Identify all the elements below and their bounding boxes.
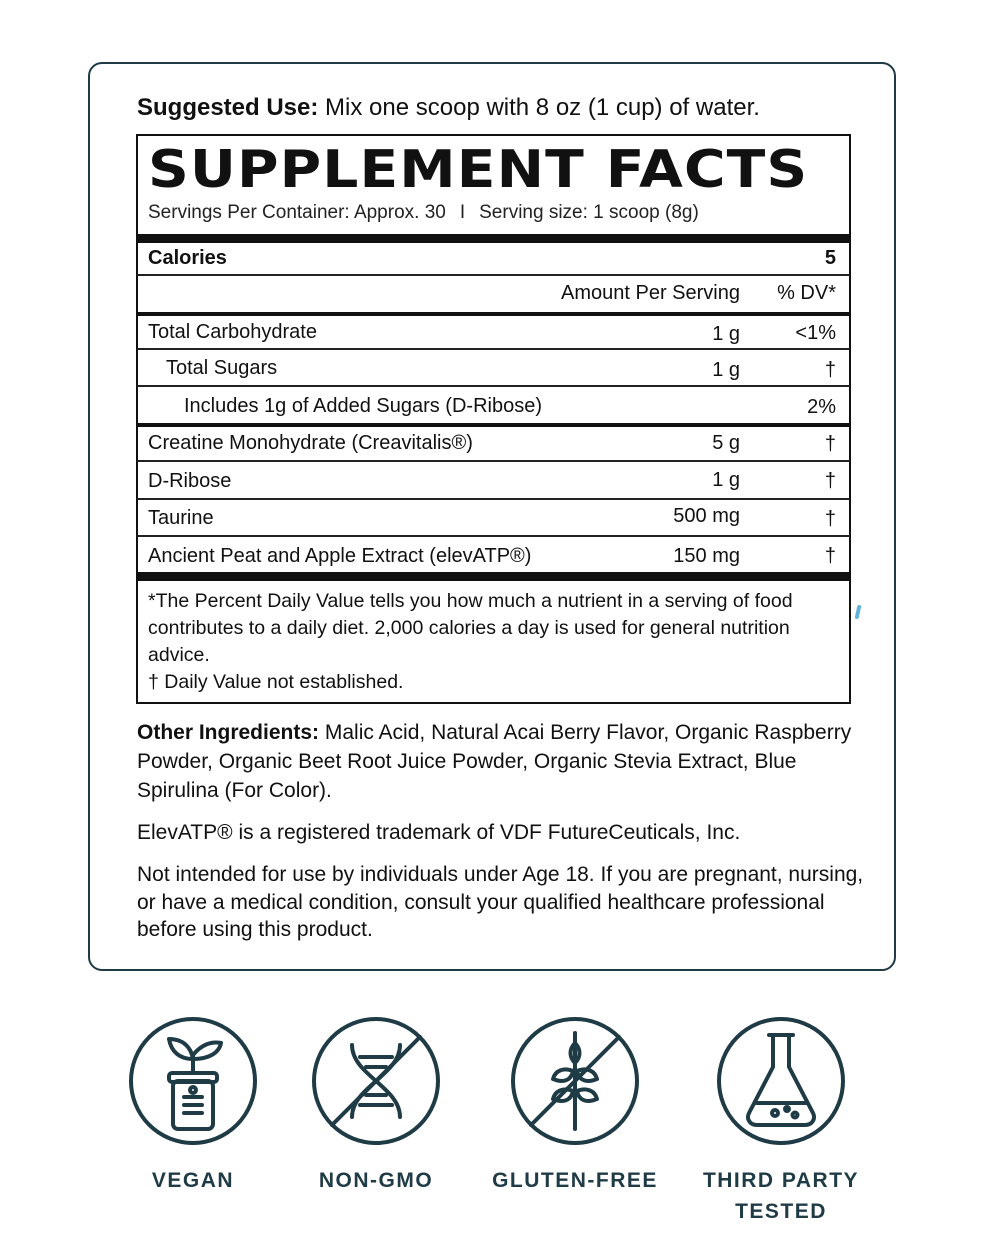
nutrient-amount: 1 g xyxy=(712,469,740,491)
nutrient-amount: 1 g xyxy=(712,323,740,345)
medium-divider xyxy=(137,312,850,316)
nutrient-amount: 1 g xyxy=(712,359,740,381)
divider xyxy=(137,348,850,350)
nutrient-dv: † xyxy=(824,508,836,530)
badge-label: GLUTEN-FREE xyxy=(492,1169,658,1192)
nutrient-name: D-Ribose xyxy=(148,470,232,492)
nutrient-dv: † xyxy=(824,433,836,455)
divider xyxy=(137,460,850,462)
badge-third-party-tested xyxy=(681,1015,881,1227)
nutrient-amount: 5 g xyxy=(712,432,740,454)
supplement-facts-title: SUPPLEMENT FACTS xyxy=(148,140,809,200)
badge-vegan xyxy=(93,1015,293,1196)
badge-label: VEGAN xyxy=(151,1169,235,1192)
thick-divider xyxy=(137,572,850,581)
other-ingredients-text: Malic Acid, Natural Acai Berry Flavor, Organic Raspberry Powder, Organic Beet Root Juice Powder, Organic Stevia Extract, Blue Spirulina (For Color). xyxy=(137,721,852,802)
footnote-percent-dv: *The Percent Daily Value tells you how much a nutrient in a serving of food contributes to a daily diet. 2,000 calories a day is used for general nutrition advice. xyxy=(148,590,793,666)
servings-separator: I xyxy=(459,202,466,223)
divider xyxy=(137,498,850,500)
nutrient-name: Ancient Peat and Apple Extract (elevATP®) xyxy=(148,545,532,567)
badge-gluten-free xyxy=(475,1015,675,1196)
badge-non-gmo xyxy=(276,1015,476,1196)
dv-header: % DV* xyxy=(777,282,836,304)
other-ingredients-label: Other Ingredients: xyxy=(137,721,320,744)
nutrient-name: Total Carbohydrate xyxy=(148,321,317,343)
daily-value-footnote xyxy=(148,588,838,696)
servings-per-container: Servings Per Container: Approx. 30 xyxy=(148,202,446,223)
badge-label: NON-GMO xyxy=(318,1169,434,1192)
suggested-use-label: Suggested Use: xyxy=(137,94,319,121)
trademark-notice: ElevATP® is a registered trademark of VDF FutureCeuticals, Inc. xyxy=(137,821,741,844)
calories-value: 5 xyxy=(824,247,836,269)
warning-text: Not intended for use by individuals under Age 18. If you are pregnant, nursing, or have a medical condition, consult your qualified healthcare professional before using this product. xyxy=(137,863,864,941)
gluten-free-icon xyxy=(509,1015,641,1147)
nutrient-name: Taurine xyxy=(148,507,214,529)
divider xyxy=(137,274,850,276)
servings-line xyxy=(148,201,699,225)
nutrient-name: Includes 1g of Added Sugars (D-Ribose) xyxy=(184,395,542,417)
suggested-use xyxy=(137,92,857,124)
divider xyxy=(137,385,850,387)
amount-per-serving-header: Amount Per Serving xyxy=(561,282,740,304)
nutrient-amount: 150 mg xyxy=(673,545,740,567)
footnote-dagger: † Daily Value not established. xyxy=(148,671,404,693)
badge-label: THIRD PARTY TESTED xyxy=(702,1169,860,1223)
nutrient-dv: † xyxy=(824,545,836,567)
nutrient-name: Total Sugars xyxy=(166,357,278,379)
nutrient-amount: 500 mg xyxy=(673,505,740,527)
vegan-icon xyxy=(127,1015,259,1147)
nutrient-dv: † xyxy=(824,470,836,492)
non-gmo-icon xyxy=(310,1015,442,1147)
other-ingredients xyxy=(137,718,857,805)
nutrient-dv: <1% xyxy=(795,322,836,344)
nutrient-dv: † xyxy=(824,359,836,381)
nutrient-name: Creatine Monohydrate (Creavitalis®) xyxy=(148,432,473,454)
thick-divider xyxy=(137,234,850,243)
medium-divider xyxy=(137,423,850,427)
suggested-use-text: Mix one scoop with 8 oz (1 cup) of water. xyxy=(318,94,760,121)
third-party-tested-icon xyxy=(715,1015,847,1147)
serving-size: Serving size: 1 scoop (8g) xyxy=(479,202,699,223)
calories-label: Calories xyxy=(148,247,227,269)
divider xyxy=(137,535,850,537)
nutrient-dv: 2% xyxy=(807,396,836,418)
